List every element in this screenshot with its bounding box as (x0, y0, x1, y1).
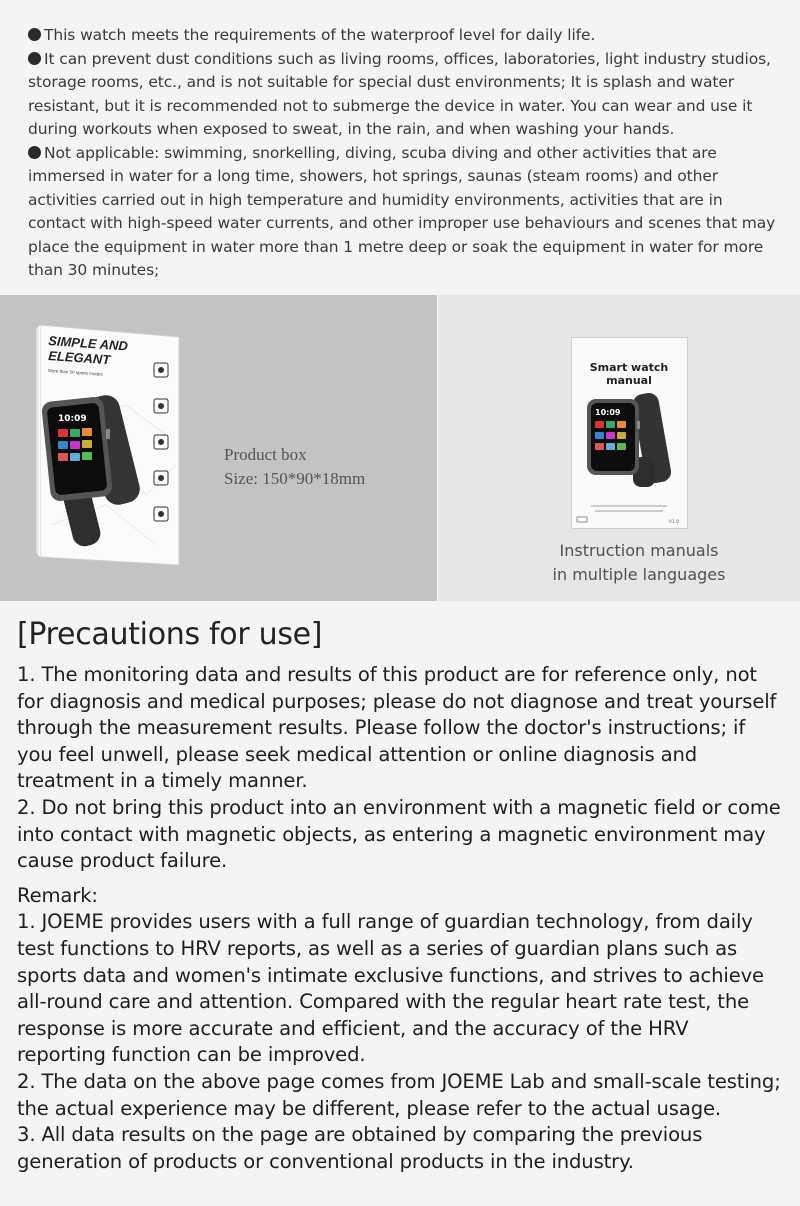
manual-cover-title-2: manual (606, 374, 652, 387)
box-subtitle: More than 50 sports modes (47, 368, 103, 377)
product-box-panel (0, 295, 437, 601)
product-box-image (36, 325, 186, 570)
bullet-icon (28, 146, 41, 159)
waterproof-paragraph-1: This watch meets the requirements of the waterproof level for daily life. (28, 24, 776, 48)
manual-caption-line-1: Instruction manuals (559, 541, 719, 560)
remark-item-3: 3. All data results on the page are obtained by comparing the previous generation of products or conventional products in the industry. (17, 1123, 703, 1173)
package-contents (0, 295, 800, 601)
box-watch-time: 10:09 (58, 414, 87, 424)
manual-version: V1.0 (668, 520, 679, 525)
product-box-label: Product box (224, 445, 307, 464)
precautions-title: [Precautions for use] (17, 617, 323, 652)
waterproof-paragraph-3: Not applicable: swimming, snorkelling, diving, scuba diving and other activities that are immersed in water for a long time, showers, hot springs, saunas (steam rooms) and other activities carried out in high temperature and humidity environments, activities that are in contact with high-speed water currents, and other improper use behaviours and scenes that may place the equipment in water more than 1 metre deep or soak the equipment in water for more than 30 minutes; (28, 143, 776, 279)
manual-watch-time: 10:09 (595, 408, 621, 417)
box-title-2: ELEGANT (47, 348, 111, 368)
bullet-icon (28, 52, 41, 65)
waterproof-paragraph-2: It can prevent dust conditions such as living rooms, offices, laboratories, light industry studios, storage rooms, etc., and is not suitable for special dust environments; It is splash and water resistant, but it is recommended not to submerge the device in water. You can wear and use it during workouts when exposed to sweat, in the rain, and when washing your hands. (28, 49, 771, 138)
manual-caption-line-2: in multiple languages (552, 565, 726, 584)
manual-image (571, 337, 689, 529)
manual-caption (534, 539, 744, 587)
remark-item-2: 2. The data on the above page comes from JOEME Lab and small-scale testing; the actual experience may be different, please refer to the actual usage. (17, 1069, 781, 1120)
precautions-section (0, 601, 800, 1175)
product-box-caption (224, 443, 365, 491)
remark-item-1: 1. JOEME provides users with a full range of guardian technology, from daily test functions to HRV reports, as well as a series of guardian plans such as sports data and women's intimate exclusive functions, and strives to achieve all-round care and attention. Compared with the regular heart rate test, the response is more accurate and efficient, and the accuracy of the HRV reporting function can be improved. (17, 910, 764, 1067)
waterproof-section (0, 0, 800, 295)
product-box-size: Size: 150*90*18mm (224, 469, 366, 488)
box-title: SIMPLE AND (47, 333, 129, 354)
manual-panel (438, 295, 800, 601)
remark-label: Remark: (17, 883, 98, 907)
precaution-item-2: 2. Do not bring this product into an environment with a magnetic field or come into contact with magnetic objects, as entering a magnetic environment may cause product failure. (17, 795, 781, 873)
bullet-icon (28, 28, 41, 41)
manual-cover-title: Smart watch (589, 361, 669, 374)
precaution-item-1: 1. The monitoring data and results of this product are for reference only, not for diagnosis and medical purposes; please do not diagnose and treat yourself through the measurement results. Please follow the doctor's instructions; if you feel unwell, please seek medical attention or online diagnosis and treatment in a timely manner. (17, 663, 777, 793)
